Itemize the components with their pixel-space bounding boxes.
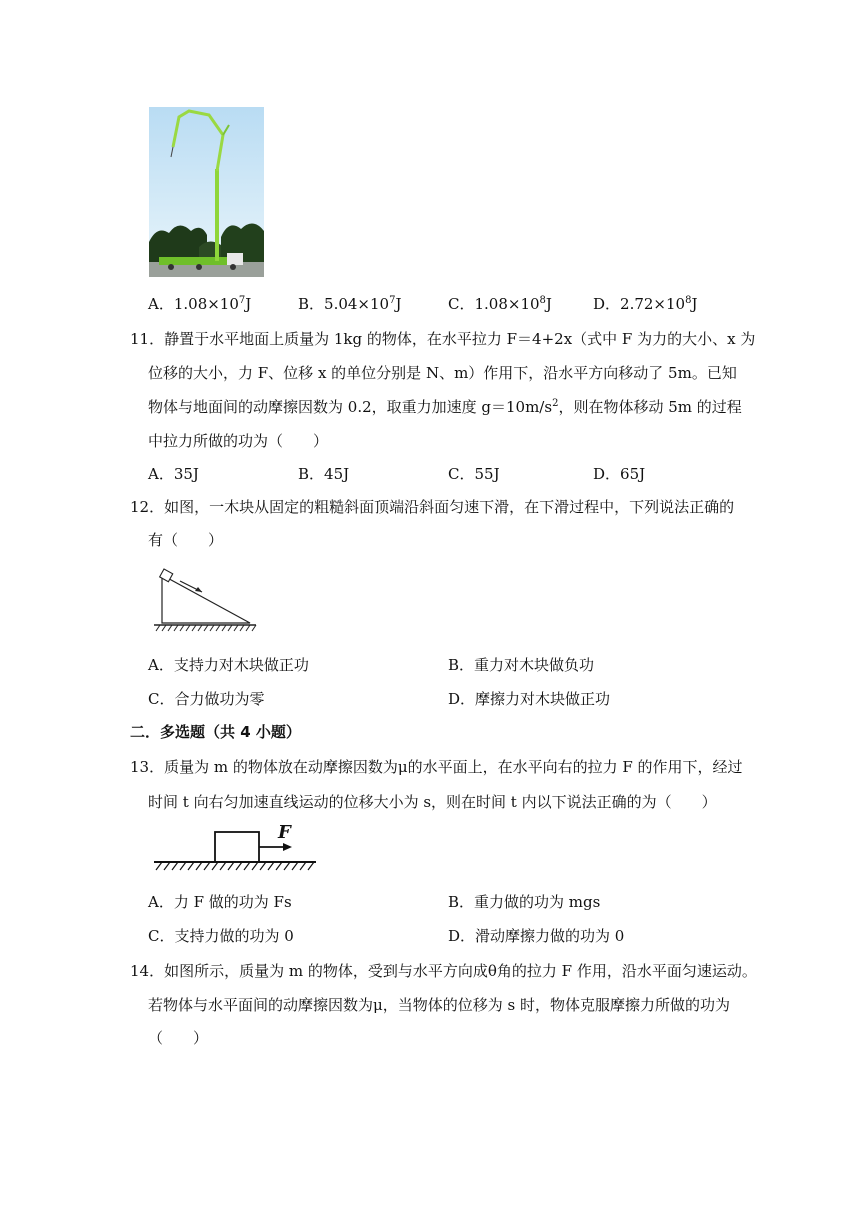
q11-stem-line1: 11．静置于水平地面上质量为 1kg 的物体，在水平拉力 F＝4+2x（式中 F 为力的大小、x 为 <box>130 330 756 348</box>
q11-stem-line2: 位移的大小，力 F、位移 x 的单位分别是 N、m）作用下，沿水平方向移动了 5m。已知 <box>148 364 737 382</box>
q12-option-a[interactable]: A．支持力对木块做正功 <box>148 656 309 674</box>
q14-stem-line2: 若物体与水平面间的动摩擦因数为μ，当物体的位移为 s 时，物体克服摩擦力所做的功为 <box>148 996 730 1014</box>
q10-option-a[interactable]: A．$1.08\times 10^7J$ <box>148 295 252 313</box>
q12-option-d[interactable]: D．摩擦力对木块做正功 <box>448 690 611 708</box>
q12-stem-line1: 12．如图，一木块从固定的粗糙斜面顶端沿斜面匀速下滑，在下滑过程中，下列说法正确的 <box>130 498 735 516</box>
q11-option-d[interactable]: D．65J <box>593 465 646 483</box>
force-label: F <box>278 822 291 843</box>
q13-option-c[interactable]: C．支持力做的功为 0 <box>148 927 294 945</box>
q12-option-c[interactable]: C．合力做功为零 <box>148 690 265 708</box>
q13-option-a[interactable]: A．力 F 做的功为 Fs <box>148 893 292 911</box>
q14-stem-line1: 14．如图所示，质量为 m 的物体，受到与水平方向成θ角的拉力 F 作用，沿水平面匀速运动。 <box>130 962 757 980</box>
incline-diagram <box>150 563 260 635</box>
q11-stem-line4: 中拉力所做的功为（ ） <box>148 432 329 450</box>
q13-stem-line2: 时间 t 向右匀加速直线运动的位移大小为 s，则在时间 t 内以下说法正确的为（ ） <box>148 793 717 811</box>
q12-option-b[interactable]: B．重力对木块做负功 <box>448 656 595 674</box>
q13-option-b[interactable]: B．重力做的功为 mgs <box>448 893 601 911</box>
q10-option-d[interactable]: D．$2.72\times 10^8J$ <box>593 295 698 313</box>
crane-photo <box>149 107 264 277</box>
q10-option-b[interactable]: B．$5.04\times 10^7J$ <box>298 295 402 313</box>
section-heading-multiple-choice: 二．多选题（共 4 小题） <box>130 723 301 741</box>
q11-stem-line3: 物体与地面间的动摩擦因数为 0.2，取重力加速度 $g=10m/s^2$，则在物体移动 5m 的过程 <box>148 398 742 416</box>
q11-option-b[interactable]: B．45J <box>298 465 350 483</box>
q13-option-d[interactable]: D．滑动摩擦力做的功为 0 <box>448 927 625 945</box>
q13-stem-line1: 13．质量为 m 的物体放在动摩擦因数为μ的水平面上，在水平向右的拉力 F 的作用下，经过 <box>130 758 743 776</box>
q14-stem-line3: （ ） <box>148 1029 209 1047</box>
q11-option-c[interactable]: C．55J <box>448 465 500 483</box>
block-force-diagram <box>152 820 320 876</box>
q10-option-c[interactable]: C．$1.08\times 10^8J$ <box>448 295 552 313</box>
q11-option-a[interactable]: A．35J <box>148 465 199 483</box>
q12-stem-line2: 有（ ） <box>148 531 224 549</box>
